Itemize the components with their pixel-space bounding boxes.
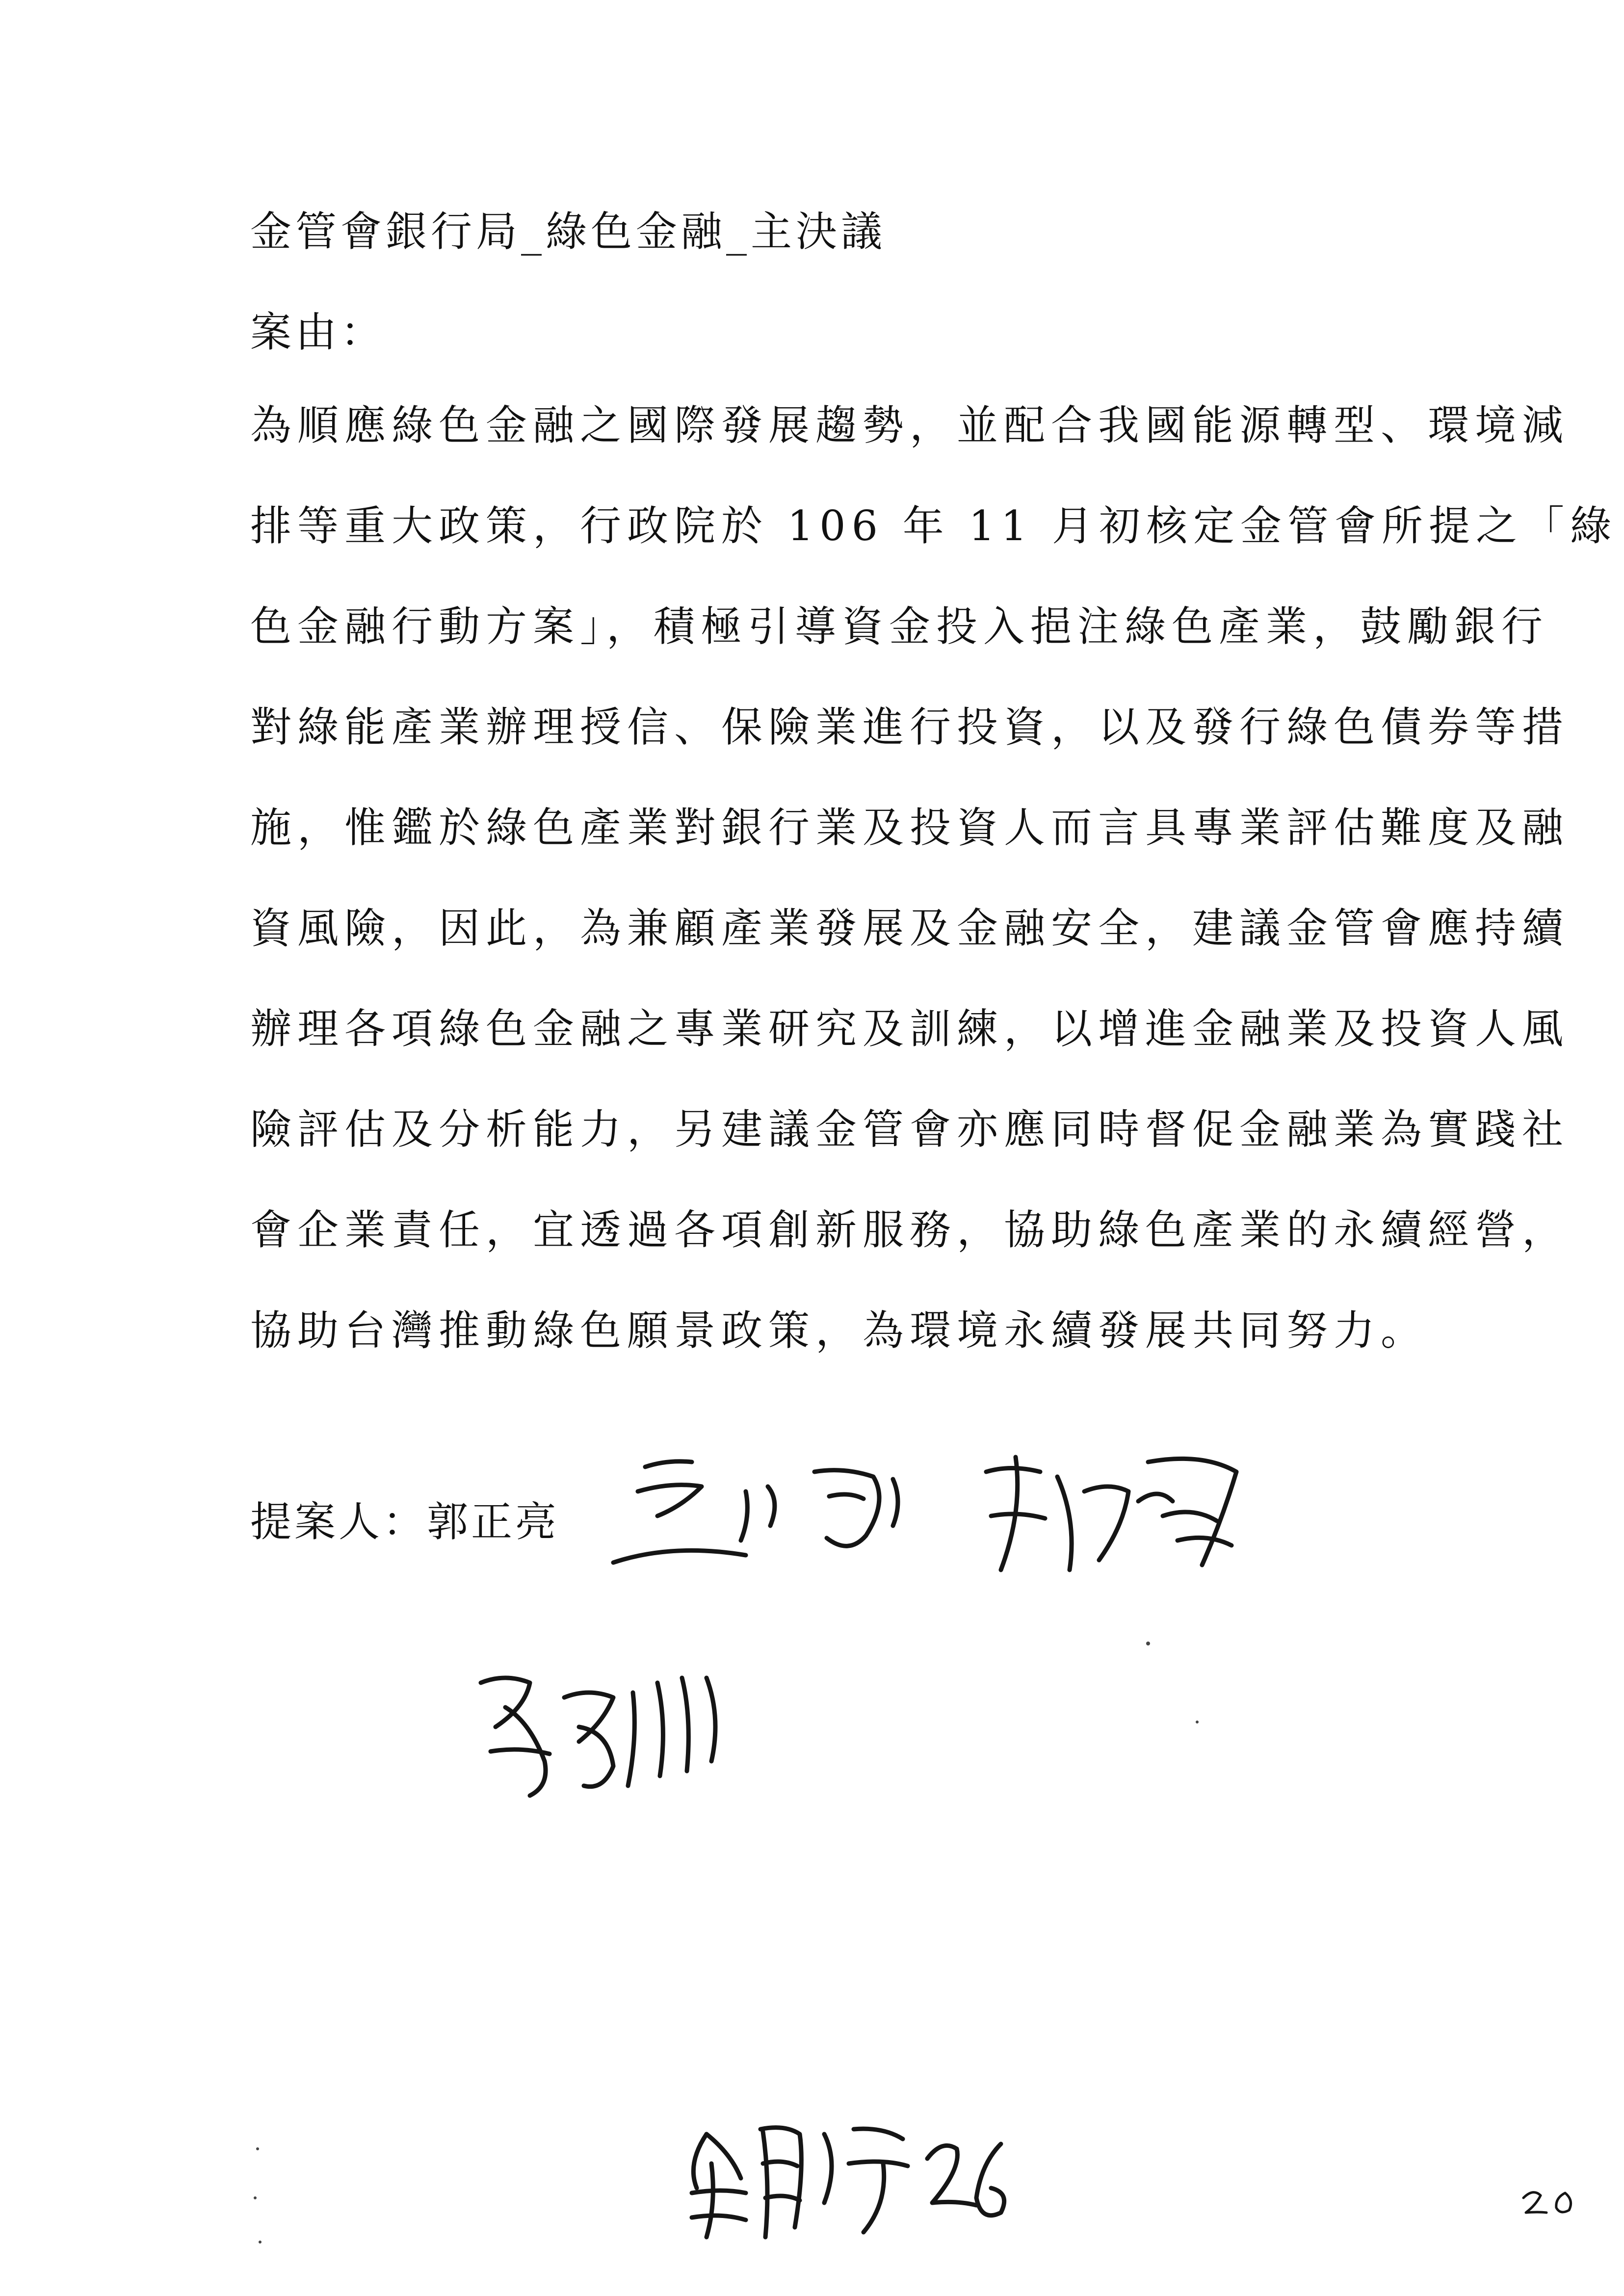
- body-line-6: 資風險，因此，為兼顧產業發展及金融安全，建議金管會應持續: [250, 904, 1570, 952]
- body-line-8: 險評估及分析能力，另建議金管會亦應同時督促金融業為實踐社: [250, 1105, 1570, 1153]
- body-line-10: 協助台灣推動綠色願景政策，為環境永續發展共同努力。: [250, 1306, 1428, 1355]
- body-line-5: 施，惟鑑於綠色產業對銀行業及投資人而言具專業評估難度及融: [250, 804, 1570, 852]
- reason-label: 案由：: [250, 308, 386, 356]
- body-line-2: 排等重大政策，行政院於 106 年 11 月初核定金管會所提之「綠: [250, 502, 1618, 550]
- body-line-4: 對綠能產業辦理授信、保險業進行投資，以及發行綠色債券等措: [250, 703, 1570, 751]
- body-line-9: 會企業責任，宜透過各項創新服務，協助綠色產業的永續經營，: [250, 1206, 1570, 1254]
- body-line-7: 辦理各項綠色金融之專業研究及訓練，以增進金融業及投資人風: [250, 1005, 1570, 1053]
- proposer-name: 郭正亮: [427, 1498, 560, 1546]
- body-line-3: 色金融行動方案」，積極引導資金投入挹注綠色產業，鼓勵銀行: [250, 602, 1549, 651]
- proposer-label: 提案人：: [250, 1498, 427, 1546]
- body-line-1: 為順應綠色金融之國際發展趨勢，並配合我國能源轉型、環境減: [250, 401, 1570, 449]
- document-title: 金管會銀行局_綠色金融_主決議: [250, 208, 887, 256]
